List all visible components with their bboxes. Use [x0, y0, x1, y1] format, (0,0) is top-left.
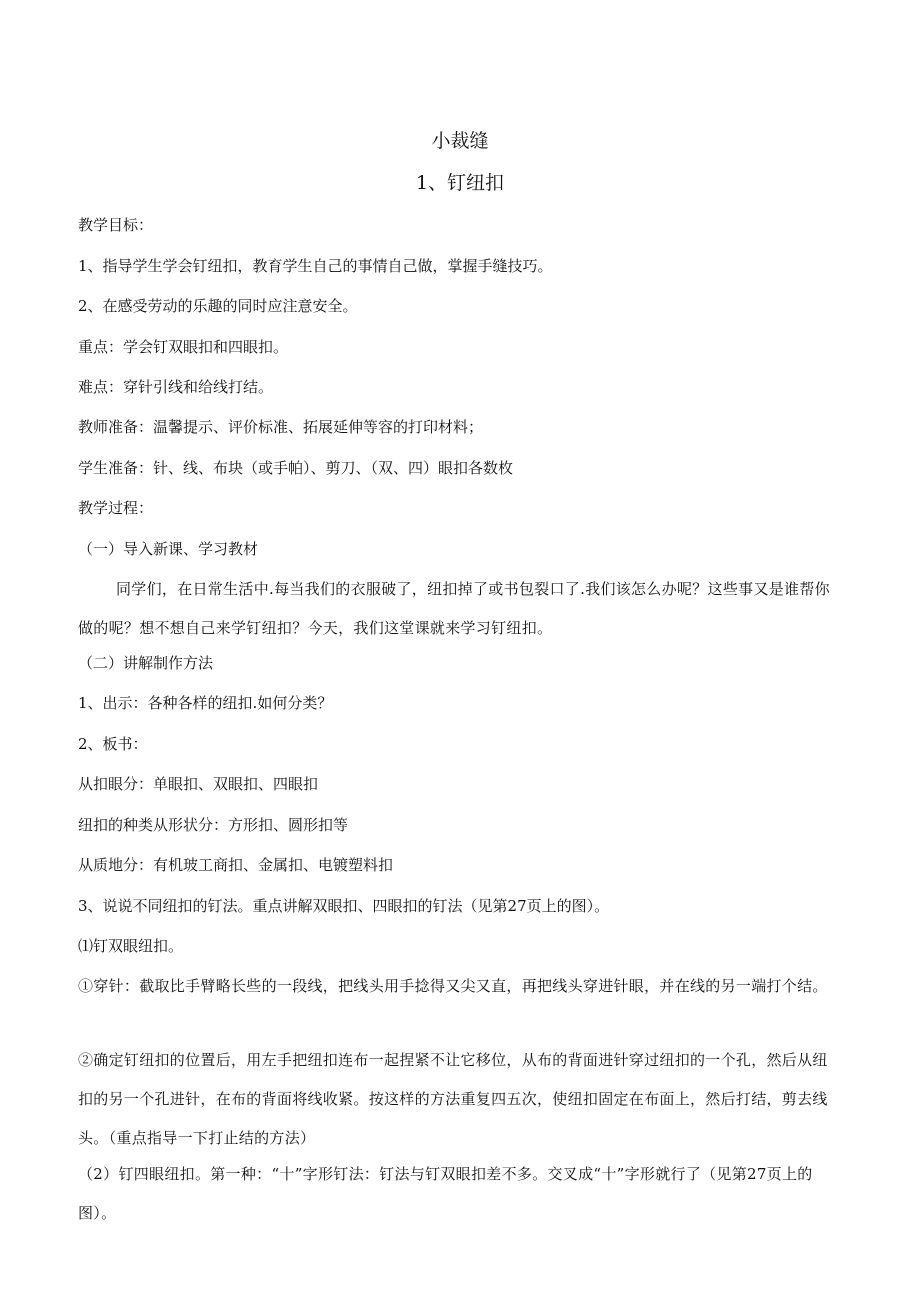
section-heading-1: （一）导入新课、学习教材	[78, 540, 259, 558]
student-preparation: 学生准备：针、线、布块（或手帕）、剪刀、（双、四）眼扣各数枚	[78, 459, 514, 477]
step-2: 2、板书：	[78, 735, 148, 753]
step-3: 3、说说不同纽扣的钉法。重点讲解双眼扣、四眼扣的钉法（见第27页上的图）。	[78, 897, 610, 915]
process-heading: 教学过程：	[78, 499, 154, 517]
difficult-point: 难点：穿针引线和给线打结。	[78, 378, 274, 396]
step-1: 1、出示：各种各样的纽扣.如何分类？	[78, 694, 333, 712]
intro-paragraph: 同学们，在日常生活中.每当我们的衣服破了，纽扣掉了或书包裂口了.我们该怎么办呢？这些事又是谁帮你做的呢？想不想自己来学钉纽扣？今天，我们这堂课就来学习钉纽扣。	[78, 580, 830, 637]
objective-1: 1、指导学生学会钉纽扣，教育学生自己的事情自己做，掌握手缝技巧。	[78, 257, 553, 275]
classification-by-holes: 从扣眼分：单眼扣、双眼扣、四眼扣	[78, 775, 319, 793]
section-heading-2: （二）讲解制作方法	[78, 654, 214, 672]
sub-step-1-a: ①穿针：截取比手臂略长些的一段线，把线头用手捻得又尖又直，再把线头穿进针眼，并在线的另一端打个结。	[78, 977, 828, 995]
teacher-preparation: 教师准备：温馨提示、评价标准、拓展延伸等容的打印材料；	[78, 418, 484, 436]
sub-step-1-b: ②确定钉纽扣的位置后，用左手把纽扣连布一起捏紧不让它移位，从布的背面进针穿过纽扣的一个孔，然后从纽扣的另一个孔进针，在布的背面将线收紧。按这样的方法重复四五次，使纽扣固定在布面上，然后打结，剪去线头。（重点指导一下打止结的方法）	[78, 1051, 828, 1147]
sub-step-1: ⑴钉双眼纽扣。	[78, 937, 184, 955]
key-point: 重点：学会钉双眼扣和四眼扣。	[78, 338, 289, 356]
classification-by-material: 从质地分：有机玻工商扣、金属扣、电镀塑料扣	[78, 856, 394, 874]
sub-step-2: （2）钉四眼纽扣。第一种：“十”字形钉法：钉法与钉双眼扣差不多。交叉成“十”字形就行了（见第27页上的图）。	[78, 1165, 813, 1222]
document-title: 小裁缝	[431, 130, 489, 152]
classification-by-shape: 纽扣的种类从形状分：方形扣、圆形扣等	[78, 816, 349, 834]
lesson-title: 1、钉纽扣	[415, 172, 505, 194]
objectives-heading: 教学目标：	[78, 216, 154, 234]
objective-2: 2、在感受劳动的乐趣的同时应注意安全。	[78, 297, 358, 315]
